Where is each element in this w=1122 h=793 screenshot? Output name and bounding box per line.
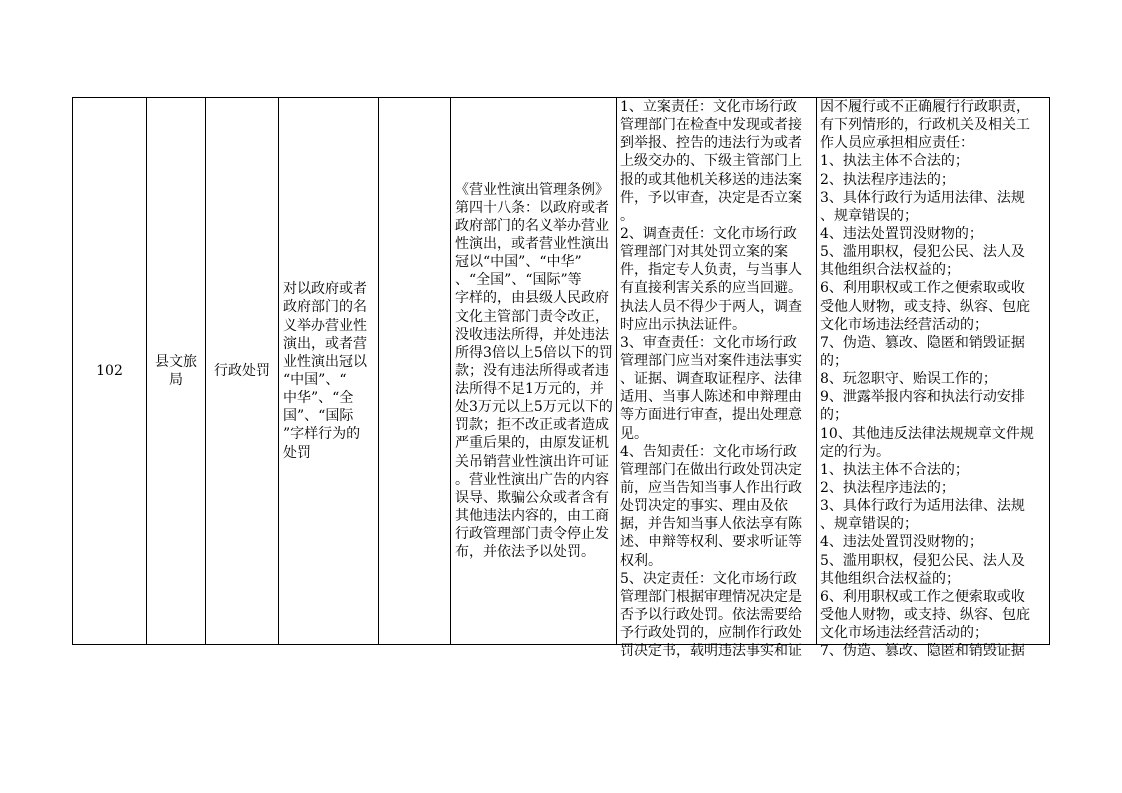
row-number: 102 xyxy=(96,362,123,379)
responsibility-line: 3、审查责任：文化市场行政 xyxy=(620,334,797,351)
accountability-line: 3、具体行政行为适用法律、法规 xyxy=(820,498,1025,515)
accountability-line: 9、泄露举报内容和执法行动安排 xyxy=(820,389,1025,406)
accountability-text xyxy=(820,98,1034,660)
department-line: 县文旅 xyxy=(155,353,197,370)
legal-basis-line: 款；没有违法所得或者违 xyxy=(455,362,609,379)
item-name-line: 演出，或者营 xyxy=(283,335,367,352)
responsibility-line: 。 xyxy=(620,207,634,224)
item-name-line: “中国”、“ xyxy=(283,372,347,388)
accountability-line: 5、滥用职权，侵犯公民、法人及 xyxy=(820,244,1025,261)
item-name-line: 对以政府或者 xyxy=(283,281,367,298)
item-name-line: 国”、“国际 xyxy=(283,408,354,425)
item-name-line: 业性演出冠以 xyxy=(283,353,367,370)
cell-category xyxy=(206,98,279,644)
legal-basis-line: 冠以“中国”、“中华” xyxy=(455,254,582,271)
responsibility-line: 4、告知责任：文化市场行政 xyxy=(620,443,797,460)
accountability-line: 、规章错误的； xyxy=(820,207,918,224)
item-name-text xyxy=(283,280,367,461)
responsibility-line: 据，并告知当事人依法享有陈 xyxy=(620,516,802,533)
responsibility-line: 管理部门在检查中发现或者接 xyxy=(620,117,802,134)
responsibilities-text xyxy=(620,98,802,660)
department-line: 局 xyxy=(169,372,183,388)
accountability-line: 4、违法处置罚没财物的； xyxy=(820,225,983,242)
accountability-line: 、规章错误的； xyxy=(820,516,918,533)
responsibility-line: 前，应当告知当事人作出行政 xyxy=(620,479,802,496)
item-name-line: 处罚 xyxy=(283,444,311,461)
responsibility-line: 上级交办的、下级主管部门上 xyxy=(620,153,802,170)
legal-basis-line: 行政管理部门责令停止发 xyxy=(455,526,609,543)
accountability-line: 6、利用职权或工作之便索取或收 xyxy=(820,280,1025,297)
cell-accountability xyxy=(817,98,1049,660)
responsibility-line: 到举报、控告的违法行为或者 xyxy=(620,135,802,152)
accountability-line: 定的行为。 xyxy=(820,443,890,460)
accountability-line: 作人员应承担相应责任： xyxy=(820,135,974,152)
responsibility-line: 管理部门根据审理情况决定是 xyxy=(620,588,802,605)
accountability-line: 的； xyxy=(820,352,848,369)
responsibility-line: 罚决定书，载明违法事实和证 xyxy=(620,643,802,660)
category-text: 行政处罚 xyxy=(214,362,270,379)
accountability-line: 其他组织合法权益的； xyxy=(820,570,960,587)
accountability-line: 的； xyxy=(820,407,848,424)
responsibility-line: 、证据、调查取证程序、法律 xyxy=(620,371,802,388)
cell-sub-item xyxy=(379,98,451,644)
accountability-line: 4、违法处置罚没财物的； xyxy=(820,534,983,551)
cell-responsibilities xyxy=(617,98,817,660)
legal-basis-text xyxy=(455,181,613,562)
responsibility-line: 有直接利害关系的应当回避。 xyxy=(620,280,802,297)
responsibility-line: 管理部门应当对案件违法事实 xyxy=(620,352,802,369)
legal-basis-line: 《营业性演出管理条例》 xyxy=(455,181,609,198)
accountability-line: 2、执法程序违法的； xyxy=(820,479,955,496)
accountability-line: 8、玩忽职守、贻误工作的； xyxy=(820,371,997,388)
accountability-line: 因不履行或不正确履行行政职责， xyxy=(820,99,1030,115)
accountability-line: 7、伪造、篡改、隐匿和销毁证据 xyxy=(820,334,1025,351)
legal-basis-line: 字样的，由县级人民政府 xyxy=(455,290,609,307)
legal-basis-line: 。营业性演出广告的内容 xyxy=(455,471,609,488)
responsibility-line: 予行政处罚的，应制作行政处 xyxy=(620,625,802,642)
accountability-line: 受他人财物，或支持、纵容、包庇 xyxy=(820,606,1030,623)
legal-basis-line: 没收违法所得，并处违法 xyxy=(455,326,609,343)
legal-basis-line: 政府部门的名义举办营业 xyxy=(455,217,609,234)
responsibility-line: 述、申辩等权利、要求听证等 xyxy=(620,534,802,551)
cell-department xyxy=(147,98,206,644)
accountability-line: 3、具体行政行为适用法律、法规 xyxy=(820,189,1025,206)
legal-basis-line: 法所得不足1万元的，并 xyxy=(455,381,604,398)
legal-basis-line: 、“全国”、“国际”等 xyxy=(455,272,582,289)
responsibility-line: 管理部门对其处罚立案的案 xyxy=(620,244,788,261)
item-name-line: 中华”、“全 xyxy=(283,390,354,407)
item-name-line: 义举办营业性 xyxy=(283,317,367,334)
cell-number xyxy=(73,98,147,644)
accountability-line: 1、执法主体不合法的； xyxy=(820,153,969,170)
legal-basis-line: 罚款；拒不改正或者造成 xyxy=(455,417,609,434)
legal-basis-line: 误导、欺骗公众或者含有 xyxy=(455,489,609,506)
accountability-line: 10、其他违反法律法规规章文件规 xyxy=(820,425,1034,442)
responsibility-line: 5、决定责任：文化市场行政 xyxy=(620,570,797,587)
department-text xyxy=(155,353,197,389)
accountability-line: 2、执法程序违法的； xyxy=(820,171,955,188)
accountability-line: 受他人财物，或支持、纵容、包庇 xyxy=(820,298,1030,315)
accountability-line: 有下列情形的，行政机关及相关工 xyxy=(820,117,1030,134)
responsibility-line: 1、立案责任：文化市场行政 xyxy=(620,99,797,115)
legal-basis-line: 严重后果的，由原发证机 xyxy=(455,435,609,452)
power-list-table xyxy=(72,97,1050,660)
responsibility-line: 否予以行政处罚。依法需要给 xyxy=(620,606,802,623)
legal-basis-line: 关吊销营业性演出许可证 xyxy=(455,453,609,470)
accountability-line: 1、执法主体不合法的； xyxy=(820,461,969,478)
legal-basis-line: 其他违法内容的，由工商 xyxy=(455,508,609,525)
legal-basis-line: 布，并依法予以处罚。 xyxy=(455,544,595,561)
cell-legal-basis xyxy=(451,98,617,644)
responsibility-line: 件，指定专人负责，与当事人 xyxy=(620,262,802,279)
legal-basis-line: 处3万元以上5万元以下的 xyxy=(455,399,613,416)
legal-basis-line: 第四十八条：以政府或者 xyxy=(455,199,609,216)
item-name-line: 政府部门的名 xyxy=(283,299,367,316)
responsibility-line: 执法人员不得少于两人，调查 xyxy=(620,298,802,315)
responsibility-line: 等方面进行审查，提出处理意 xyxy=(620,407,802,424)
responsibility-line: 时应出示执法证件。 xyxy=(620,316,746,333)
legal-basis-line: 文化主管部门责令改正， xyxy=(455,308,609,325)
cell-item-name xyxy=(279,98,379,644)
accountability-line: 6、利用职权或工作之便索取或收 xyxy=(820,588,1025,605)
accountability-line: 其他组织合法权益的； xyxy=(820,262,960,279)
legal-basis-line: 所得3倍以上5倍以下的罚 xyxy=(455,344,613,361)
responsibility-line: 件，予以审查，决定是否立案 xyxy=(620,189,802,206)
accountability-line: 5、滥用职权，侵犯公民、法人及 xyxy=(820,552,1025,569)
accountability-line: 文化市场违法经营活动的； xyxy=(820,316,988,333)
responsibility-line: 2、调查责任：文化市场行政 xyxy=(620,225,797,242)
accountability-line: 7、伪造、篡改、隐匿和销毁证据 xyxy=(820,643,1025,660)
responsibility-line: 权利。 xyxy=(620,552,662,569)
responsibility-line: 报的或其他机关移送的违法案 xyxy=(620,171,802,188)
responsibility-line: 处罚决定的事实、理由及依 xyxy=(620,498,788,515)
item-name-line: ”字样行为的 xyxy=(283,426,361,443)
responsibility-line: 适用、当事人陈述和申辩理由 xyxy=(620,389,802,406)
accountability-line: 文化市场违法经营活动的； xyxy=(820,625,988,642)
responsibility-line: 管理部门在做出行政处罚决定 xyxy=(620,461,802,478)
legal-basis-line: 性演出，或者营业性演出 xyxy=(455,235,609,252)
responsibility-line: 见。 xyxy=(620,425,648,442)
